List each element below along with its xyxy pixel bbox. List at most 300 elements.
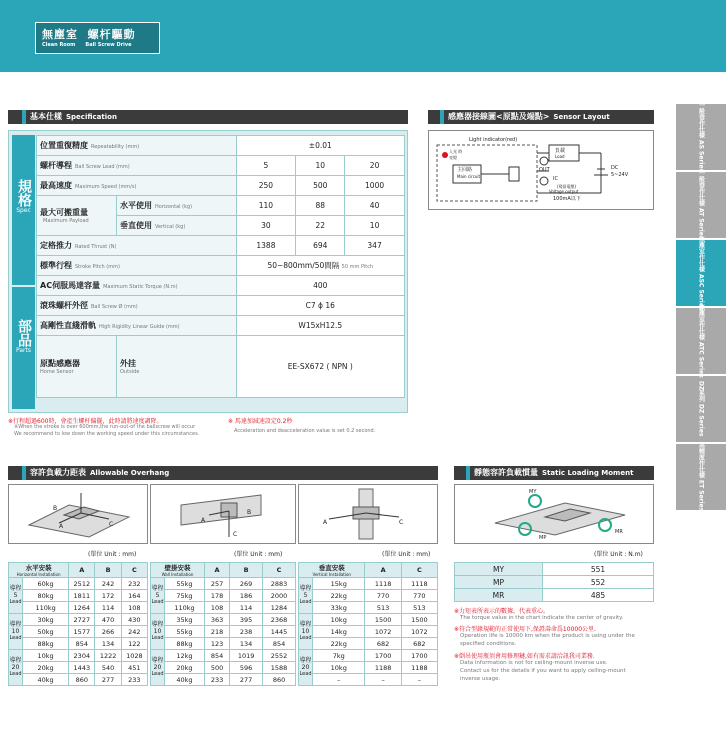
title-zh-1: 無塵室 (42, 28, 78, 41)
overhang-value: – (365, 674, 401, 686)
overhang-value: 2512 (69, 578, 95, 590)
table-row (37, 176, 405, 196)
overhang-value: 682 (365, 638, 401, 650)
load-cell: 10kg (23, 650, 69, 662)
moment-key: MP (455, 576, 543, 589)
overhang-value: 1700 (401, 650, 437, 662)
axis-label-c: C (399, 519, 404, 526)
lead-group-cell (299, 578, 313, 614)
overhang-value: 860 (263, 674, 296, 686)
load-cell: 110kg (165, 602, 205, 614)
table-header-row (9, 563, 148, 578)
lead-value: 20 (345, 156, 405, 176)
sensor-title-zh: 感應器接線圖<原點及端點> (448, 112, 550, 121)
lead-label-en: Lead (9, 671, 22, 677)
install-type-header (151, 563, 205, 578)
payload-v-value: 30 (236, 216, 296, 236)
install-type-zh: 壁掛安裝 (164, 564, 191, 572)
stroke-value: 50~800mm/50間隔 (267, 261, 340, 270)
thrust-value: 694 (296, 236, 345, 256)
overhang-value: 2883 (263, 578, 296, 590)
table-row (455, 589, 654, 602)
lead-label-en: Lead (9, 635, 22, 641)
payload-h-value: 110 (236, 196, 296, 216)
payload-h-label: 水平使用 (120, 201, 152, 210)
load-cell: 60kg (23, 578, 69, 590)
load-label: 負載 (555, 148, 566, 154)
overhang-value: 1443 (69, 662, 95, 674)
overhang-value: 860 (69, 674, 95, 686)
section-accent (22, 466, 26, 480)
motor-value: 400 (236, 276, 404, 296)
overhang-section-header (8, 466, 438, 480)
overhang-value: 363 (204, 614, 229, 626)
tab-at-series[interactable]: 一般垂作仕樣 AT Series (676, 172, 726, 240)
lead-label-zh: 導程 (9, 657, 22, 664)
vertical-overhang-table (298, 562, 438, 686)
load-cell: 80kg (23, 590, 69, 602)
table-row (37, 256, 405, 276)
overhang-value: 108 (204, 602, 229, 614)
table-row (151, 626, 296, 638)
lead-value: 20 (301, 664, 310, 671)
horizontal-install-diagram (8, 484, 148, 544)
overhang-value: 134 (230, 638, 263, 650)
lead-label-zh: 導程 (9, 585, 22, 592)
table-row (151, 674, 296, 686)
main-circuit-label-en: Main circuit (457, 174, 481, 179)
moment-key: MR (455, 589, 543, 602)
spec-table-container (8, 130, 408, 413)
table-header-row (299, 563, 438, 578)
tab-dz-series[interactable]: DZ系列 DZ Series (676, 376, 726, 444)
payload-v-label-en: Vertical (kg) (155, 224, 186, 230)
overhang-value: 134 (95, 638, 121, 650)
lead-value: 10 (11, 628, 20, 635)
load-cell: 7kg (313, 650, 365, 662)
sensor-title-en: Sensor Layout (553, 113, 610, 121)
screw-label: 滾珠螺杆外徑 (40, 301, 88, 310)
column-header: C (263, 563, 296, 578)
title-en-1: Clean Room (42, 42, 76, 48)
axis-label-c: C (233, 531, 238, 538)
moment-value: 552 (543, 576, 654, 589)
voltage-output-label: Voltage output (549, 189, 579, 194)
overhang-value: 1445 (263, 626, 296, 638)
table-row (37, 136, 405, 156)
payload-v-value: 22 (296, 216, 345, 236)
table-row (299, 650, 438, 662)
moment-note-3-en-3: inverse usage. (460, 676, 501, 682)
wall-overhang-table (150, 562, 296, 686)
table-header-row (151, 563, 296, 578)
tab-asc-series[interactable]: 無塵室作仕樣 ASC Series (676, 240, 726, 308)
overhang-value: 1019 (230, 650, 263, 662)
load-cell: 55kg (165, 578, 205, 590)
moment-label-mr: MR (615, 529, 623, 535)
note-accel-en: Acceleration and deacceleration value is set 0.2 second. (234, 428, 376, 434)
moment-section-header (454, 466, 654, 480)
lead-value: 5 (303, 592, 308, 599)
lead-group-cell (299, 650, 313, 686)
title-zh-2: 螺杆驅動 (87, 28, 136, 41)
column-header: A (204, 563, 229, 578)
screw-label-en: Ball Screw Ø (mm) (91, 304, 138, 310)
load-cell: 22kg (313, 590, 365, 602)
overhang-value: 277 (230, 674, 263, 686)
speed-value: 500 (296, 176, 345, 196)
install-type-zh: 水平安裝 (25, 564, 52, 572)
spec-table (36, 135, 405, 398)
lead-label-en: Lead (151, 671, 164, 677)
install-type-header (299, 563, 365, 578)
vertical-install-drawing (299, 485, 437, 543)
overhang-value: 1264 (69, 602, 95, 614)
moment-note-2-en-2: specified conditions. (460, 641, 517, 647)
sensor-wiring-diagram (428, 130, 654, 210)
overhang-value: 596 (230, 662, 263, 674)
moment-unit-label: (單位 Unit : N.m) (594, 551, 643, 558)
axis-label-b: B (53, 505, 58, 512)
overhang-value: 218 (204, 626, 229, 638)
load-cell: 10kg (313, 662, 365, 674)
table-row (9, 650, 148, 662)
load-cell: 110kg (23, 602, 69, 614)
overhang-value: 2368 (263, 614, 296, 626)
lead-group-cell (9, 578, 23, 614)
thrust-value: 347 (345, 236, 405, 256)
sensor-light-label: 入光 時亮燈 (449, 149, 463, 160)
overhang-value: 1188 (401, 662, 437, 674)
overhang-value: 266 (95, 626, 121, 638)
tab-atc-series[interactable]: 無塵室作仕樣 ATC Series (676, 308, 726, 376)
speed-value: 250 (236, 176, 296, 196)
table-row (37, 156, 405, 176)
home-label-en: Home Sensor (40, 369, 74, 375)
install-type-en: Vertical Installation (312, 572, 351, 577)
moment-note-1-en: The torque value in the chart indicate the center of gravity. (460, 615, 624, 621)
lead-group-cell (299, 614, 313, 650)
overhang-value: 1500 (401, 614, 437, 626)
moment-diagram (454, 484, 654, 544)
moment-note-1-zh: ※力矩表所表示的數據，代表重心。 (454, 608, 550, 615)
overhang-value: 682 (401, 638, 437, 650)
table-row (37, 276, 405, 296)
table-row (151, 662, 296, 674)
lead-group-cell (9, 650, 23, 686)
table-row (37, 236, 405, 256)
overhang-value: 122 (121, 638, 147, 650)
vertical-install-diagram (298, 484, 438, 544)
axis-label-c: C (109, 521, 114, 528)
page-title (35, 22, 160, 54)
lead-value: 20 (11, 664, 20, 671)
lead-label-en: Lead (299, 671, 312, 677)
load-cell: 22kg (313, 638, 365, 650)
axis-label-a: A (323, 519, 328, 526)
overhang-value: 257 (204, 578, 229, 590)
moment-value: 551 (543, 563, 654, 576)
wall-install-drawing (151, 485, 295, 543)
load-cell: 15kg (313, 578, 365, 590)
overhang-value: 854 (263, 638, 296, 650)
guide-value: W15xH12.5 (236, 316, 404, 336)
overhang-value: 854 (69, 638, 95, 650)
table-row (299, 602, 438, 614)
overhang-value: 1222 (95, 650, 121, 662)
lead-label-zh: 導程 (151, 657, 164, 664)
table-row (455, 563, 654, 576)
lead-value: 5 (236, 156, 296, 176)
table-row (151, 578, 296, 590)
moment-value: 485 (543, 589, 654, 602)
motor-label: AC伺服馬達容量 (40, 281, 101, 290)
light-indicator-label: Light indicator(red) (469, 137, 518, 143)
moment-title-en: Static Loading Moment (542, 469, 634, 477)
spec-title-en: Specification (66, 113, 117, 121)
lead-label: 螺杆導程 (40, 161, 72, 170)
out-label: OUT (539, 167, 550, 173)
main-circuit-label: 主回路 (457, 167, 473, 173)
load-cell: 55kg (165, 626, 205, 638)
overhang-value: 1072 (365, 626, 401, 638)
lead-label-en: Lead (151, 635, 164, 641)
side-label-spec (12, 135, 35, 285)
lead-value: 5 (13, 592, 18, 599)
axis-label-a: A (59, 523, 64, 530)
tab-as-series[interactable]: 一般垂作仕樣 AS Series (676, 104, 726, 172)
guide-label-en: High Rigidity Linear Guide (mm) (99, 324, 180, 330)
lead-value: 20 (153, 664, 162, 671)
residual-voltage-label: (殘留電壓) (557, 184, 577, 189)
table-row (299, 614, 438, 626)
home-label: 原點感應器 (40, 359, 80, 368)
guide-label: 高剛性直綫滑軌 (40, 321, 96, 330)
install-type-en: Horizontal Installation (16, 572, 61, 577)
note-stroke-en-1: ※When the stroke is over 600mm,the run-out-of the ballscrew will occur (14, 424, 196, 430)
table-row (9, 626, 148, 638)
screw-value: C7 ϕ 16 (236, 296, 404, 316)
axis-label-b: B (247, 509, 252, 516)
home-out-label-en: Outside (120, 369, 140, 375)
load-cell: 75kg (165, 590, 205, 602)
series-tabs (676, 101, 726, 512)
load-cell: 14kg (313, 626, 365, 638)
overhang-value: 269 (230, 578, 263, 590)
overhang-value: 242 (121, 626, 147, 638)
side-label-parts (12, 287, 35, 409)
lead-value: 5 (155, 592, 160, 599)
lead-label-zh: 導程 (299, 585, 312, 592)
moment-note-3-en-2: Contact us for the details if you want to apply ceiling-mount (460, 668, 626, 674)
load-cell: 40kg (23, 674, 69, 686)
side-spec-en: Spec (16, 207, 31, 214)
moment-note-2-en-1: Operation life is 10000 km when the product is using under the (460, 633, 635, 639)
lead-label-zh: 導程 (151, 585, 164, 592)
overhang-value: 114 (230, 602, 263, 614)
lead-value: 10 (296, 156, 345, 176)
load-cell: 33kg (313, 602, 365, 614)
moment-table (454, 562, 654, 602)
overhang-value: 770 (365, 590, 401, 602)
spec-section-header (8, 110, 408, 124)
overhang-title-en: Allowable Overhang (90, 469, 170, 477)
side-parts-zh: 部品 (16, 319, 32, 347)
overhang-title-zh: 容許負載力距表 (30, 468, 86, 477)
overhang-value: 2552 (263, 650, 296, 662)
table-row (37, 336, 405, 398)
payload-v-value: 10 (345, 216, 405, 236)
note-stroke-zh: ※行程超過600時，會產生螺杆偏擺，此時請將速度調降。 (8, 418, 163, 425)
moment-drawing (455, 485, 653, 543)
overhang-value: 470 (95, 614, 121, 626)
table-row (9, 578, 148, 590)
lead-group-cell (151, 614, 165, 650)
current-value: 100mA以下 (553, 196, 581, 202)
table-row (37, 296, 405, 316)
repeat-value: ±0.01 (236, 136, 404, 156)
unit-label-horizontal: (單位 Unit : mm) (88, 551, 137, 558)
moment-note-2-zh: ※符合型錄規範的正常使用下,保證壽命爲10000公里. (454, 626, 596, 633)
payload-h-label-en: Horizontal (kg) (155, 204, 193, 210)
table-row (9, 662, 148, 674)
speed-value: 1000 (345, 176, 405, 196)
column-header: A (69, 563, 95, 578)
lead-value: 10 (153, 628, 162, 635)
overhang-value: 770 (401, 590, 437, 602)
table-row (151, 638, 296, 650)
table-row (9, 614, 148, 626)
load-cell: 35kg (165, 614, 205, 626)
overhang-value: 186 (230, 590, 263, 602)
repeat-label: 位置重復精度 (40, 141, 88, 150)
lead-label-en: Lead (299, 635, 312, 641)
load-cell: 20kg (23, 662, 69, 674)
overhang-value: 2727 (69, 614, 95, 626)
overhang-value: 1072 (401, 626, 437, 638)
load-cell: 50kg (23, 626, 69, 638)
overhang-value: 233 (204, 674, 229, 686)
lead-value: 10 (301, 628, 310, 635)
moment-note-3-zh: ※倒吊使用瓶須會用修理鏈,如有需求請洽訊我司業務. (454, 653, 595, 660)
overhang-value: 1188 (365, 662, 401, 674)
table-row (9, 638, 148, 650)
column-header: B (95, 563, 121, 578)
load-cell: 88kg (165, 638, 205, 650)
payload-h-value: 40 (345, 196, 405, 216)
overhang-value: 1028 (121, 650, 147, 662)
overhang-value: 500 (204, 662, 229, 674)
load-label-en: Load (555, 154, 565, 159)
moment-note-3-en-1: Data information is not for ceiling-mount inverse use. (460, 660, 608, 666)
overhang-value: 114 (95, 602, 121, 614)
lead-label-zh: 導程 (9, 621, 22, 628)
stroke-value-en: 50 mm Pitch (341, 264, 374, 270)
load-cell: 12kg (165, 650, 205, 662)
motor-label-en: Maximum Static Torque (N.m) (103, 284, 178, 290)
payload-v-label: 垂直使用 (120, 221, 152, 230)
table-row (299, 590, 438, 602)
load-cell: – (313, 674, 365, 686)
overhang-value: 430 (121, 614, 147, 626)
section-accent (466, 466, 470, 480)
lead-label-zh: 導程 (299, 657, 312, 664)
lead-label-zh: 導程 (299, 621, 312, 628)
moment-label-my: MY (529, 489, 537, 495)
moment-key: MY (455, 563, 543, 576)
overhang-value: 178 (204, 590, 229, 602)
overhang-value: 1700 (365, 650, 401, 662)
home-value: EE-SX672 ( NPN ) (236, 336, 404, 398)
table-row (151, 602, 296, 614)
overhang-value: 123 (204, 638, 229, 650)
note-accel-zh: ※ 馬達加減速設定0.2秒 (228, 418, 293, 425)
lead-group-cell (9, 614, 23, 650)
load-cell: 20kg (165, 662, 205, 674)
table-row (151, 614, 296, 626)
lead-label-en: Lead (151, 599, 164, 605)
overhang-value: 513 (365, 602, 401, 614)
load-cell: 10kg (313, 614, 365, 626)
lead-group-cell (151, 578, 165, 614)
horizontal-overhang-table (8, 562, 148, 686)
overhang-value: 108 (121, 602, 147, 614)
table-row (299, 578, 438, 590)
lead-label-en: Lead (299, 599, 312, 605)
overhang-value: 1284 (263, 602, 296, 614)
unit-label-wall: (單位 Unit : mm) (234, 551, 283, 558)
table-row (37, 316, 405, 336)
title-en-2: Ball Screw Drive (85, 42, 132, 48)
overhang-value: 854 (204, 650, 229, 662)
horizontal-install-drawing (9, 485, 147, 543)
overhang-value: 1500 (365, 614, 401, 626)
overhang-value: 1118 (401, 578, 437, 590)
thrust-value: 1388 (236, 236, 296, 256)
overhang-value: 242 (95, 578, 121, 590)
section-accent (22, 110, 26, 124)
install-type-en: Wall Installation (161, 572, 194, 577)
speed-label: 最高速度 (40, 181, 72, 190)
overhang-value: 540 (95, 662, 121, 674)
overhang-value: 232 (121, 578, 147, 590)
spec-title-zh: 基本仕樣 (30, 112, 62, 121)
table-row (37, 196, 405, 216)
table-row (151, 650, 296, 662)
dc-voltage: 5~24V (611, 172, 629, 178)
overhang-value: 1577 (69, 626, 95, 638)
side-parts-en: Parts (16, 347, 31, 354)
load-cell: 88kg (23, 638, 69, 650)
stroke-label-en: Stroke Pitch (mm) (75, 264, 120, 270)
load-cell: 30kg (23, 614, 69, 626)
overhang-value: 395 (230, 614, 263, 626)
home-out-label: 外挂 (120, 359, 136, 368)
table-row (299, 662, 438, 674)
stroke-label: 標準行程 (40, 261, 72, 270)
table-row (299, 626, 438, 638)
overhang-value: 172 (95, 590, 121, 602)
table-row (299, 674, 438, 686)
ic-label: IC (553, 176, 558, 182)
column-header: B (230, 563, 263, 578)
moment-label-mp: MP (539, 535, 547, 541)
overhang-value: 2000 (263, 590, 296, 602)
overhang-value: 277 (95, 674, 121, 686)
tab-et-series[interactable]: 高精度作仕樣 ET Series (676, 444, 726, 512)
axis-label-a: A (201, 517, 206, 524)
repeat-label-en: Repeatability (mm) (91, 144, 140, 150)
